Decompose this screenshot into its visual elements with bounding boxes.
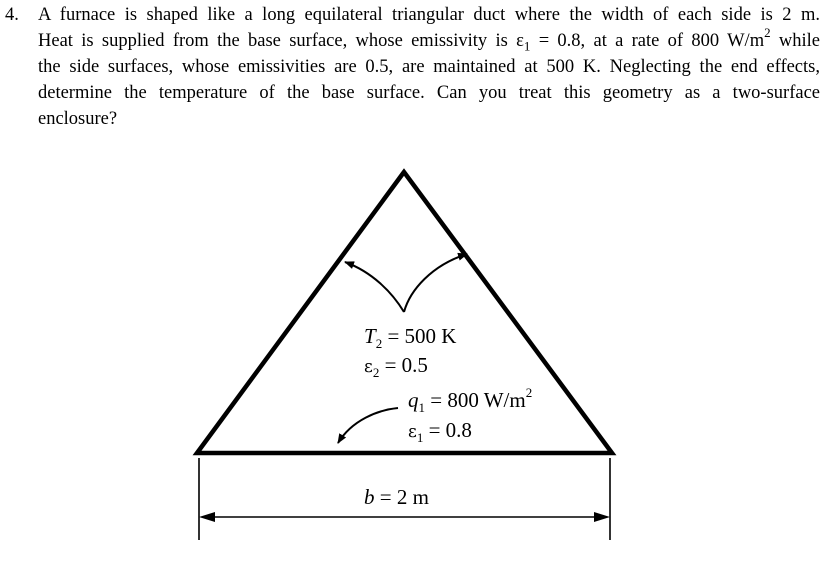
label-e1: $\varepsilon_1 = 0.8$	[408, 418, 472, 446]
problem-line-3: the side surfaces, whose emissivities are 0.5, are maintained at 500 K. Neglecting the end effects,	[38, 57, 820, 77]
label-base-width: b = 2 m	[364, 485, 429, 509]
label-e2: $\varepsilon_2 = 0.5$	[364, 353, 428, 381]
problem-number: 4.	[5, 5, 19, 25]
label-q1: $q_1 = 800$ $W/m^2$	[408, 385, 533, 416]
heat-supply-arrow	[338, 408, 398, 443]
problem-line-5: enclosure?	[38, 109, 118, 129]
radiation-arrow-left-side	[345, 262, 404, 312]
radiation-arrow-right-side	[404, 254, 467, 312]
dimension-arrow-left	[199, 512, 215, 522]
problem-line-2: Heat is supplied from the base surface, whose emissivity is $\varepsilon_1 = 0.8$, at a rate of 800 $W/m^2$ while	[38, 24, 820, 54]
label-t2: $T_2 = 500$ K	[364, 324, 457, 352]
triangular-duct	[197, 172, 612, 453]
problem-line-4: determine the temperature of the base surface. Can you treat this geometry as a two-surface	[38, 83, 820, 103]
problem-line-1: 4. A furnace is shaped like a long equilateral triangular duct where the width of each side is 2 m.	[5, 2, 820, 28]
dimension-arrow-right	[594, 512, 610, 522]
